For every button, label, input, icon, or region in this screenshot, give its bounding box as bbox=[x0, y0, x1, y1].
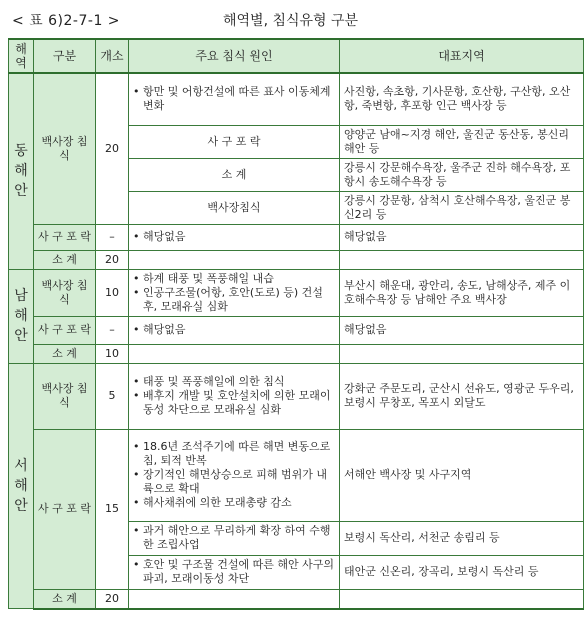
count-cell: – bbox=[96, 224, 129, 250]
category-beach-erosion: 백사장 침 식 bbox=[34, 269, 96, 316]
table-row bbox=[9, 269, 584, 316]
cause-cell: • 호안 및 구조물 건설에 따른 해안 사구의 파괴, 모래이동성 차단 bbox=[129, 555, 340, 589]
table-row bbox=[9, 250, 584, 269]
category-dune-collapse: 사 구 포 락 bbox=[34, 429, 96, 589]
region-cell: 서해안 백사장 및 사구지역 bbox=[340, 429, 584, 521]
cause-cell: • 과거 해안으로 무리하게 확장 하여 수행한 조립사업 bbox=[129, 521, 340, 555]
region-cell: 강릉시 강문해수욕장, 울주군 진하 해수욕장, 포항시 송도해수욕장 등 bbox=[340, 158, 584, 191]
subtotal-label: 소 계 bbox=[34, 589, 96, 609]
erosion-type-table bbox=[8, 38, 584, 610]
table-row bbox=[9, 429, 584, 521]
table-row bbox=[9, 363, 584, 429]
subtotal-count: 10 bbox=[96, 344, 129, 363]
category-beach-erosion: 백사장 침 식 bbox=[34, 73, 96, 224]
region-cell: 보령시 독산리, 서천군 송림리 등 bbox=[340, 521, 584, 555]
category-dune-collapse: 사 구 포 락 bbox=[34, 316, 96, 344]
table-row bbox=[9, 224, 584, 250]
cause-cell: • 해당없음 bbox=[129, 224, 340, 250]
table-title: 해역별, 침식유형 구분 bbox=[223, 13, 359, 29]
sub-type-cell: 백사장침식 bbox=[129, 191, 340, 224]
header-count: 개소 bbox=[96, 39, 129, 73]
category-dune-collapse: 사 구 포 락 bbox=[34, 224, 96, 250]
subtotal-count: 20 bbox=[96, 250, 129, 269]
subtotal-label: 소 계 bbox=[34, 250, 96, 269]
table-number: < 표 6)2-7-1 > bbox=[12, 13, 121, 29]
region-cell: 태안군 신온리, 장곡리, 보령시 독산리 등 bbox=[340, 555, 584, 589]
header-category: 구분 bbox=[34, 39, 96, 73]
cause-cell: • 항만 및 어항건설에 따른 표사 이동체계 변화 bbox=[129, 73, 340, 125]
cause-cell: • 하계 태풍 및 폭풍해일 내습 • 인공구조물(어항, 호안(도로) 등) 건설 후, 모래유실 심화 bbox=[129, 269, 340, 316]
table-row bbox=[9, 589, 584, 609]
region-cell: 사진항, 속초항, 기사문항, 호산항, 구산항, 오산항, 죽변항, 후포항 인근 백사장 등 bbox=[340, 73, 584, 125]
header-region: 대표지역 bbox=[340, 39, 584, 73]
table-row bbox=[9, 316, 584, 344]
table-row bbox=[9, 73, 584, 125]
sub-type-cell: 사 구 포 락 bbox=[129, 125, 340, 158]
table-caption bbox=[8, 6, 583, 32]
count-cell: 10 bbox=[96, 269, 129, 316]
subtotal-label: 소 계 bbox=[34, 344, 96, 363]
subtotal-count: 20 bbox=[96, 589, 129, 609]
region-cell: 양양군 남애~지경 해안, 울진군 동산동, 봉신리 해안 등 bbox=[340, 125, 584, 158]
sub-type-cell: 소 계 bbox=[129, 158, 340, 191]
cause-cell: • 태풍 및 폭풍해일에 의한 침식 • 배후지 개발 및 호안설치에 의한 모래이동성 차단으로 모래유실 심화 bbox=[129, 363, 340, 429]
cause-cell: • 해당없음 bbox=[129, 316, 340, 344]
cause-cell: • 18.6년 조석주기에 따른 해면 변동으로 침, 퇴적 반복 • 장기적인 해면상승으로 피해 범위가 내륙으로 확대 • 해사채취에 의한 모래총량 감소 bbox=[129, 429, 340, 521]
header-row bbox=[9, 39, 584, 73]
count-cell: 5 bbox=[96, 363, 129, 429]
count-cell: 20 bbox=[96, 73, 129, 224]
region-cell: 해당없음 bbox=[340, 316, 584, 344]
category-beach-erosion: 백사장 침 식 bbox=[34, 363, 96, 429]
region-cell: 강화군 주문도리, 군산시 선유도, 영광군 두우리, 보령시 무창포, 목포시 외달도 bbox=[340, 363, 584, 429]
region-cell: 강릉시 강문항, 삼척시 호산해수욕장, 울진군 봉신2리 등 bbox=[340, 191, 584, 224]
region-cell: 해당없음 bbox=[340, 224, 584, 250]
region-cell: 부산시 해운대, 광안리, 송도, 남해상주, 제주 이호해수욕장 등 남해안 주요 백사장 bbox=[340, 269, 584, 316]
sea-east: 동 해 안 bbox=[9, 73, 34, 269]
sea-west: 서 해 안 bbox=[9, 363, 34, 609]
table-row bbox=[9, 344, 584, 363]
count-cell: 15 bbox=[96, 429, 129, 589]
sea-south: 남 해 안 bbox=[9, 269, 34, 363]
header-cause: 주요 침식 원인 bbox=[129, 39, 340, 73]
count-cell: – bbox=[96, 316, 129, 344]
header-sea: 해역 bbox=[9, 39, 34, 73]
